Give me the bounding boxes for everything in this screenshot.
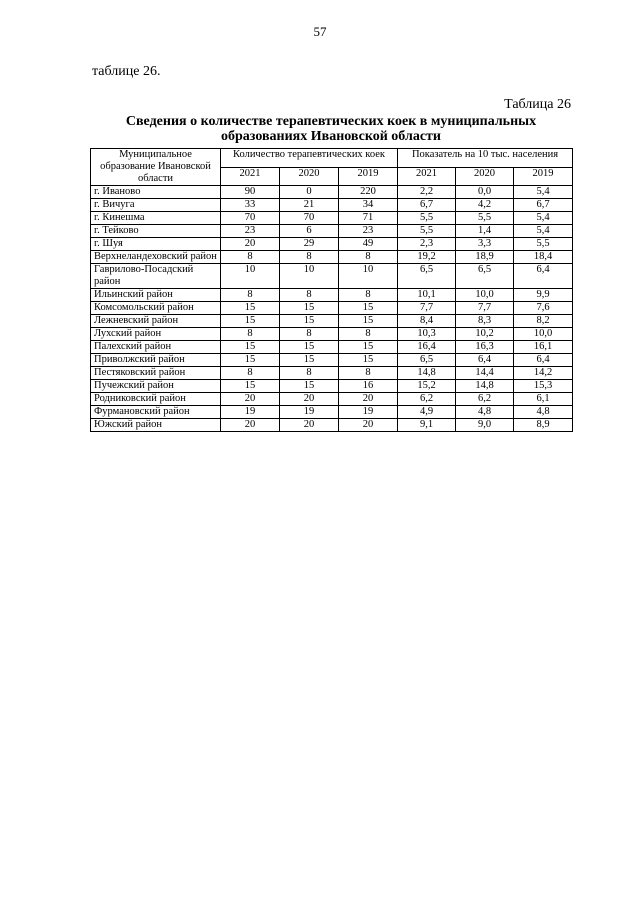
table-row	[91, 328, 573, 341]
table-row	[91, 199, 573, 212]
beds-count-cell: 29	[280, 238, 339, 251]
beds-count-cell: 15	[221, 380, 280, 393]
table-row	[91, 419, 573, 432]
beds-count-cell: 8	[221, 289, 280, 302]
beds-count-cell: 15	[280, 302, 339, 315]
beds-table	[90, 148, 573, 432]
table-row	[91, 393, 573, 406]
rate-per-10k-cell: 5,5	[514, 238, 573, 251]
beds-count-cell: 15	[339, 341, 398, 354]
beds-count-cell: 20	[280, 419, 339, 432]
table-row	[91, 251, 573, 264]
table-row	[91, 186, 573, 199]
rate-per-10k-cell: 8,3	[456, 315, 514, 328]
rate-per-10k-cell: 5,4	[514, 212, 573, 225]
beds-count-cell: 20	[221, 393, 280, 406]
rate-per-10k-cell: 5,5	[398, 225, 456, 238]
beds-count-cell: 49	[339, 238, 398, 251]
rate-per-10k-cell: 14,4	[456, 367, 514, 380]
beds-count-cell: 8	[221, 251, 280, 264]
municipality-name: Палехский район	[91, 341, 221, 354]
beds-count-cell: 19	[280, 406, 339, 419]
rate-per-10k-cell: 4,8	[514, 406, 573, 419]
rate-per-10k-cell: 4,9	[398, 406, 456, 419]
rate-per-10k-cell: 10,0	[456, 289, 514, 302]
beds-count-cell: 10	[221, 264, 280, 289]
rate-per-10k-cell: 5,5	[398, 212, 456, 225]
rate-per-10k-cell: 6,7	[398, 199, 456, 212]
municipality-name: Пучежский район	[91, 380, 221, 393]
rate-per-10k-cell: 9,9	[514, 289, 573, 302]
table-row	[91, 302, 573, 315]
year-header: 2021	[398, 167, 456, 186]
table-body	[91, 186, 573, 432]
table-row	[91, 238, 573, 251]
municipality-name: г. Шуя	[91, 238, 221, 251]
beds-count-cell: 10	[339, 264, 398, 289]
rate-per-10k-cell: 6,4	[514, 354, 573, 367]
page-number: 57	[313, 24, 327, 39]
municipality-name: Приволжский район	[91, 354, 221, 367]
group-header-rate: Показатель на 10 тыс. населения	[398, 149, 573, 168]
beds-count-cell: 20	[221, 419, 280, 432]
rate-per-10k-cell: 10,0	[514, 328, 573, 341]
rate-per-10k-cell: 2,3	[398, 238, 456, 251]
beds-count-cell: 15	[280, 315, 339, 328]
beds-count-cell: 15	[221, 341, 280, 354]
municipality-name: Южский район	[91, 419, 221, 432]
beds-count-cell: 0	[280, 186, 339, 199]
rate-per-10k-cell: 5,5	[456, 212, 514, 225]
beds-count-cell: 8	[221, 328, 280, 341]
year-header: 2019	[514, 167, 573, 186]
rate-per-10k-cell: 6,4	[514, 264, 573, 289]
table-row	[91, 289, 573, 302]
rate-per-10k-cell: 8,9	[514, 419, 573, 432]
municipality-name: Ильинский район	[91, 289, 221, 302]
beds-count-cell: 23	[339, 225, 398, 238]
rate-per-10k-cell: 0,0	[456, 186, 514, 199]
rate-per-10k-cell: 6,5	[456, 264, 514, 289]
table-row	[91, 225, 573, 238]
rate-per-10k-cell: 4,8	[456, 406, 514, 419]
beds-count-cell: 90	[221, 186, 280, 199]
rate-per-10k-cell: 6,4	[456, 354, 514, 367]
year-header: 2020	[456, 167, 514, 186]
rate-per-10k-cell: 5,4	[514, 225, 573, 238]
beds-count-cell: 8	[280, 289, 339, 302]
year-header: 2020	[280, 167, 339, 186]
beds-count-cell: 20	[280, 393, 339, 406]
beds-count-cell: 220	[339, 186, 398, 199]
municipality-name: Пестяковский район	[91, 367, 221, 380]
rate-per-10k-cell: 6,2	[398, 393, 456, 406]
municipality-name: Комсомольский район	[91, 302, 221, 315]
rate-per-10k-cell: 16,3	[456, 341, 514, 354]
beds-count-cell: 34	[339, 199, 398, 212]
rate-per-10k-cell: 10,3	[398, 328, 456, 341]
beds-count-cell: 6	[280, 225, 339, 238]
table-row	[91, 212, 573, 225]
rate-per-10k-cell: 15,2	[398, 380, 456, 393]
municipality-name: Лухский район	[91, 328, 221, 341]
table-caption: Таблица 26	[504, 97, 571, 112]
rate-per-10k-cell: 9,0	[456, 419, 514, 432]
rate-per-10k-cell: 4,2	[456, 199, 514, 212]
municipality-name: г. Иваново	[91, 186, 221, 199]
rate-per-10k-cell: 7,7	[456, 302, 514, 315]
beds-count-cell: 15	[280, 354, 339, 367]
rate-per-10k-cell: 14,8	[398, 367, 456, 380]
beds-count-cell: 19	[339, 406, 398, 419]
rate-per-10k-cell: 10,2	[456, 328, 514, 341]
rate-per-10k-cell: 6,2	[456, 393, 514, 406]
municipality-name: г. Тейково	[91, 225, 221, 238]
rate-per-10k-cell: 15,3	[514, 380, 573, 393]
rate-per-10k-cell: 7,6	[514, 302, 573, 315]
beds-count-cell: 8	[339, 251, 398, 264]
rate-per-10k-cell: 3,3	[456, 238, 514, 251]
beds-count-cell: 15	[221, 315, 280, 328]
municipality-name: Родниковский район	[91, 393, 221, 406]
rate-per-10k-cell: 8,4	[398, 315, 456, 328]
rate-per-10k-cell: 1,4	[456, 225, 514, 238]
beds-count-cell: 15	[280, 341, 339, 354]
rate-per-10k-cell: 19,2	[398, 251, 456, 264]
beds-count-cell: 20	[339, 419, 398, 432]
rate-per-10k-cell: 6,7	[514, 199, 573, 212]
municipality-name: г. Вичуга	[91, 199, 221, 212]
table-row	[91, 406, 573, 419]
municipality-name: Гаврилово-Посадский район	[91, 264, 221, 289]
municipality-name: г. Кинешма	[91, 212, 221, 225]
table-row	[91, 315, 573, 328]
beds-count-cell: 8	[280, 251, 339, 264]
beds-count-cell: 15	[339, 354, 398, 367]
beds-count-cell: 20	[221, 238, 280, 251]
year-header: 2019	[339, 167, 398, 186]
beds-count-cell: 8	[280, 328, 339, 341]
rate-per-10k-cell: 2,2	[398, 186, 456, 199]
rate-per-10k-cell: 8,2	[514, 315, 573, 328]
table-row	[91, 264, 573, 289]
beds-count-cell: 15	[339, 315, 398, 328]
beds-count-cell: 16	[339, 380, 398, 393]
beds-count-cell: 71	[339, 212, 398, 225]
table-title: Сведения о количестве терапевтических коек в муниципальных образованиях Ивановской области	[125, 114, 537, 144]
group-header-beds: Количество терапевтических коек	[221, 149, 398, 168]
beds-count-cell: 8	[339, 367, 398, 380]
rate-per-10k-cell: 14,8	[456, 380, 514, 393]
beds-count-cell: 23	[221, 225, 280, 238]
table-row	[91, 354, 573, 367]
rate-per-10k-cell: 9,1	[398, 419, 456, 432]
beds-count-cell: 70	[221, 212, 280, 225]
rate-per-10k-cell: 6,5	[398, 264, 456, 289]
beds-count-cell: 33	[221, 199, 280, 212]
beds-count-cell: 8	[221, 367, 280, 380]
rate-per-10k-cell: 16,4	[398, 341, 456, 354]
beds-count-cell: 19	[221, 406, 280, 419]
beds-count-cell: 15	[221, 354, 280, 367]
municipality-name: Верхнеландеховский район	[91, 251, 221, 264]
year-header: 2021	[221, 167, 280, 186]
rate-per-10k-cell: 6,5	[398, 354, 456, 367]
intro-text: таблице 26.	[92, 64, 161, 79]
beds-count-cell: 70	[280, 212, 339, 225]
beds-count-cell: 15	[339, 302, 398, 315]
beds-count-cell: 8	[339, 289, 398, 302]
rate-per-10k-cell: 14,2	[514, 367, 573, 380]
beds-count-cell: 8	[280, 367, 339, 380]
table-row	[91, 367, 573, 380]
beds-count-cell: 15	[221, 302, 280, 315]
rate-per-10k-cell: 18,9	[456, 251, 514, 264]
beds-count-cell: 15	[280, 380, 339, 393]
table-row	[91, 380, 573, 393]
rate-per-10k-cell: 7,7	[398, 302, 456, 315]
beds-count-cell: 20	[339, 393, 398, 406]
table-row	[91, 341, 573, 354]
rate-per-10k-cell: 18,4	[514, 251, 573, 264]
municipality-name: Фурмановский район	[91, 406, 221, 419]
rate-per-10k-cell: 6,1	[514, 393, 573, 406]
rate-per-10k-cell: 16,1	[514, 341, 573, 354]
beds-count-cell: 21	[280, 199, 339, 212]
rate-per-10k-cell: 5,4	[514, 186, 573, 199]
beds-count-cell: 8	[339, 328, 398, 341]
beds-count-cell: 10	[280, 264, 339, 289]
municipality-name: Лежневский район	[91, 315, 221, 328]
rate-per-10k-cell: 10,1	[398, 289, 456, 302]
row-header: Муниципальное образование Ивановской области	[91, 149, 221, 186]
